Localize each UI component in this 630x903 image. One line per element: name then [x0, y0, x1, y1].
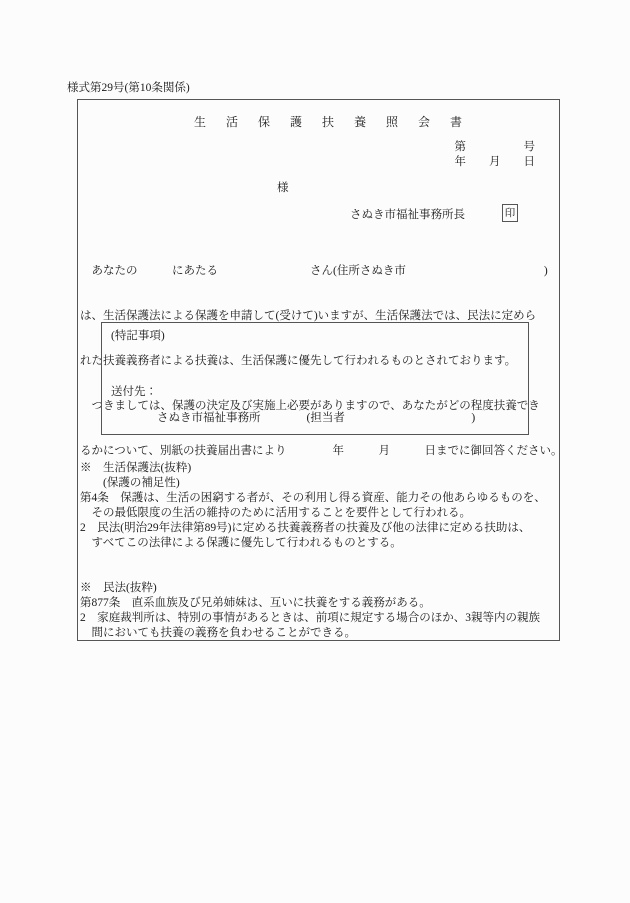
law-civil-heading: ※ 民法(抜粋) [80, 582, 157, 594]
body-line: れた扶養義務者による扶養は、生活保護に優先して行われるものとされております。 [80, 355, 517, 367]
send-to-label: 送付先： [111, 386, 157, 398]
law-civil-line: 第877条 直系血族及び兄弟姉妹は、互いに扶養をする義務がある。 [80, 597, 431, 609]
sender-title: さぬき市福祉事務所長 [350, 209, 465, 221]
law-excerpt-civil-code [80, 581, 540, 641]
law-welfare-line: 2 民法(明治29年法律第89号)に定める扶養義務者の扶養及び他の法律に定める扶助は、 [80, 522, 531, 534]
document-number-line: 第 号 [454, 141, 535, 153]
document-border-box [77, 99, 563, 641]
form-number-label: 様式第29号(第10条関係) [67, 82, 190, 94]
body-line: は、生活保護法による保護を申請して(受けて)いますが、生活保護法では、民法に定めら [80, 310, 537, 322]
body-line: るかについて、別紙の扶養届出書により 年 月 日までに御回答ください。 [80, 445, 563, 457]
body-line: あなたの にあたる さん(住所さぬき市 ) [80, 265, 548, 277]
document-date-line: 年 月 日 [454, 156, 535, 168]
law-welfare-line: 第4条 保護は、生活の困窮する者が、その利用し得る資産、能力その他あらゆるものを、 [80, 492, 546, 504]
law-welfare-line: すべてこの法律による保護に優先して行われるものとする。 [80, 537, 402, 549]
law-civil-line: 2 家庭裁判所は、特別の事情があるときは、前項に規定する場合のほか、3親等内の親族 [80, 612, 540, 624]
law-civil-line: 間においても扶養の義務を負わせることができる。 [80, 627, 356, 639]
document-title: 生活保護扶養照会書 [194, 115, 483, 129]
law-welfare-line: (保護の補足性) [80, 477, 180, 489]
seal-stamp-icon: 印 [502, 204, 518, 222]
special-notes-label: (特記事項) [111, 330, 165, 342]
law-welfare-heading: ※ 生活保護法(抜粋) [80, 462, 192, 474]
body-line: つきましては、保護の決定及び実施上必要がありますので、あなたがどの程度扶養でき [80, 400, 540, 412]
law-excerpt-welfare-act [80, 461, 546, 551]
addressee-honorific: 様 [277, 182, 289, 194]
law-welfare-line: その最低限度の生活の維持のために活用することを要件として行われる。 [80, 507, 471, 519]
office-contact-line: さぬき市福祉事務所 (担当者 ) [111, 412, 476, 424]
special-notes-box [101, 322, 529, 435]
